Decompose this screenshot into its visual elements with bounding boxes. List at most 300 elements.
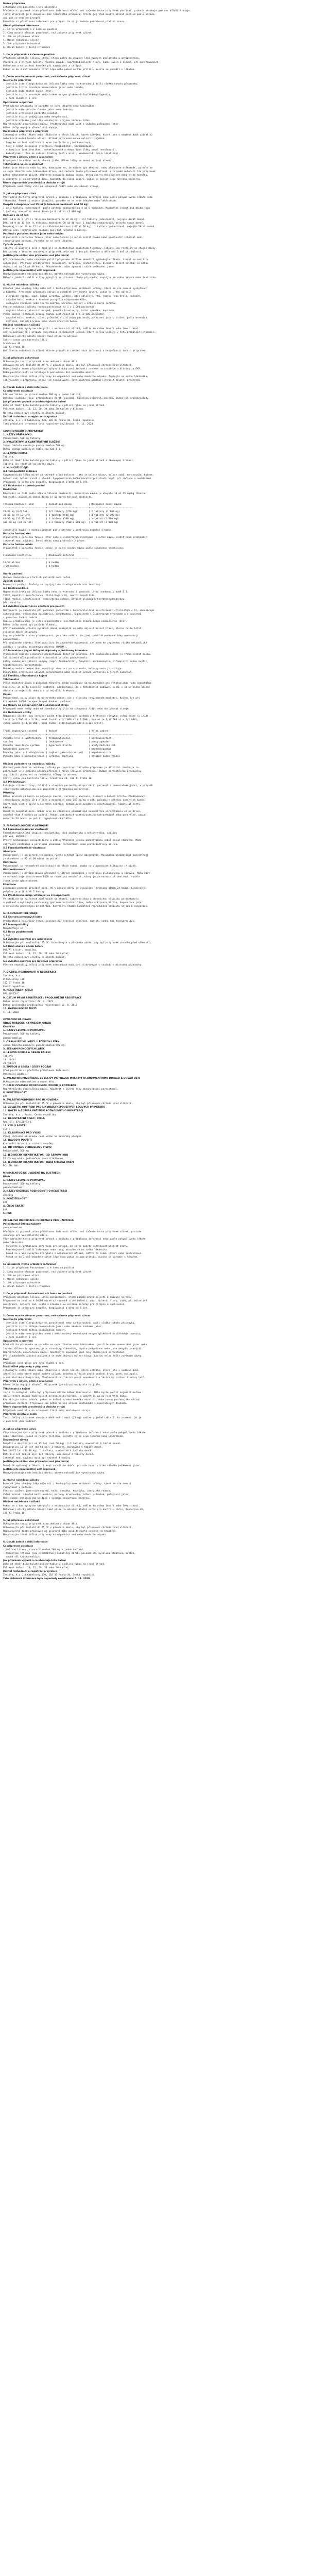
- section-heading: OZNAČENÍ NA OBALU: [3, 1019, 31, 1022]
- table-row: Poruchy jater a žlučových cest| zvýšení jaterních enzymů | hepatotoxicita: [3, 752, 112, 755]
- text-line: 1. Co je přípravek a k čemu se používá: [3, 28, 58, 31]
- section-heading: 6. Obsah balení a další informace: [3, 386, 48, 389]
- text-line: 3. Jak se přípravek užívá: [3, 35, 39, 38]
- text-line: inaktivován glutathionem.: [3, 879, 39, 883]
- section-heading: MINIMÁLNÍ ÚDAJE UVÁDĚNÉ NA BLISTRECH: [3, 1172, 61, 1175]
- text-line: Přesný mechanismus analgetického a antipyretického účinku paracetamolu nebyl dosud stanoven. Může: [3, 839, 142, 842]
- text-line: [3, 353, 306, 357]
- text-line: - alergické reakce, např. kožní vyrážka, svědění, otok obličeje, rtů, jazyka nebo hrdla, dušnost,: [3, 295, 142, 298]
- text-line: Salicylamid může prodloužit eliminační poločas paracetamolu.: [3, 656, 89, 659]
- section-heading: 6.6 Zvláštní opatření pro likvidaci přípravku: [3, 960, 62, 963]
- text-line: U pacientů s poruchou funkce jater nebo ledvin je nutno snížit dávku nebo prodloužit interval mezi: [3, 236, 143, 239]
- text-line: Paracetamol je metabolizován převážně v játrech konjugací s kyselinou glukuronovou a sírovou. Malá část: [3, 872, 150, 875]
- text-line: Při předávkování nebo náhodném požití přípravku dítětem okamžitě vyhledejte lékaře, i když se necítíte: [3, 258, 149, 261]
- text-line: Na trhu nemusí být všechny velikosti balení.: [3, 412, 66, 415]
- text-line: [3, 1475, 306, 1479]
- text-line: - léky ke snížení srážlivosti krve (warfarin a jiné kumariny),: [3, 141, 92, 144]
- text-line: během těhotenství užívat. Užívejte nejnižší možnou dávku, která zmírní Vaši bolest nebo sníží horečku,: [3, 174, 149, 177]
- text-line: Zentiva, k.s., U Kabelovny 130, 102 37 Praha 10, Česká republika: [3, 1574, 95, 1577]
- section-heading: Neužívejte přípravek:: [3, 1318, 32, 1321]
- text-line: Velmi vzácné nežádoucí účinky (mohou postihnout až 1 z 10 000 pacientů):: [3, 313, 106, 316]
- text-line: Nahlášením nežádoucích účinků můžete přispět k získání více informací o bezpečnosti tohoto přípravku.: [3, 349, 147, 352]
- section-heading: Další léčivé přípravky a přípravek: [3, 1365, 48, 1368]
- text-line: Nepřekračujte doporučenou dávku. Předávkování může vést k vážnému poškození jater.: [3, 123, 120, 126]
- text-line: 1 až 2 tablety jednorázově, podle potřeby opakovaně po 4 až 6 hodinách. Maximální jednotlivá dávka jsou: [3, 207, 150, 210]
- section-heading: 2. OBSAH LÉČIVÉ LÁTKY / LÉČIVÝCH LÁTEK: [3, 1040, 60, 1043]
- section-heading: Kojení: [3, 693, 12, 696]
- text-line: Státní ústav pro kontrolu léčiv, Šrobárova 48, 100 41 Praha 10: [3, 777, 92, 780]
- text-line: Symptomatická léčba mírné až středně silné bolesti, jako je bolest hlavy, bolest zubů, menstruační bolest,: [3, 474, 154, 477]
- text-line: Dalšími složkami jsou: předbobtnalý škrob, povidon, kyselina stearová, mastek, sodná sůl kroskarmelózy.: [3, 397, 150, 400]
- section-heading: Paracetamol 500 mg tablety: [3, 1223, 41, 1226]
- section-heading: 4. Možné nežádoucí účinky: [3, 284, 39, 287]
- section-heading: 4.4 Zvláštní upozornění a opatření pro použití: [3, 605, 65, 608]
- text-line: Opatrnosti je zapotřebí při podávání pacientům s hepatocelulární insuficiencí (Child-Pugh < 9), chronickým: [3, 609, 154, 612]
- text-line: Uchovávejte při teplotě do 25 °C v původním obalu, aby byl přípravek chráněn před vlhkostí.: [3, 1527, 133, 1530]
- table-row: 20-30 kg (6-9 let) | 1/2 tablety (250 mg) | 2 tablety (1 000 mg): [3, 511, 120, 514]
- text-line: Vždy užívejte tento přípravek přesně v souladu s příbalovou informací nebo podle pokynů svého lékaře: [3, 1238, 146, 1241]
- text-line: Předbobtnalý kukuřičný škrob, povidon 30, kyselina stearová, mastek, sodná sůl kroskarmelózy.: [3, 920, 136, 923]
- text-line: Všechen nepoužitý léčivý přípravek nebo odpad musí být zlikvidován v souladu s místními požadavky.: [3, 963, 143, 967]
- section-heading: 6.1 Seznam pomocných látek: [3, 916, 42, 919]
- section-heading: Doporučená dávka: [3, 1438, 28, 1442]
- text-line: Uchovávejte při teplotě do 25 °C v původním obalu, aby byl přípravek chráněn před vlhkostí.: [3, 1103, 133, 1106]
- section-heading: Příznaky: [3, 792, 15, 795]
- text-line: 3. Jak se přípravek užívá: [3, 1274, 39, 1277]
- section-heading: PŘÍBALOVÁ INFORMACE: INFORMACE PRO UŽIVATELE: [3, 1219, 74, 1223]
- text-line: 6. Obsah balení a další informace: [3, 46, 50, 49]
- text-line: [3, 1168, 306, 1172]
- section-heading: 4.7 Účinky na schopnost řídit a obsluhovat stroje: [3, 704, 69, 707]
- text-line: zahrnovat centrální a periferní působení. Paracetamol nemá protizánětlivý účinek.: [3, 843, 119, 846]
- section-heading: 5. JINÉ: [3, 1212, 12, 1215]
- text-line: Podobně jako všechny léky může mít i tento přípravek nežádoucí účinky, které se ale nemusí: [3, 1482, 131, 1485]
- section-heading: 4. ČÍSLO ŠARŽE: [3, 1205, 24, 1208]
- text-line: Okamžitě vyhledejte lékaře, i když se cítíte dobře, protože hrozí riziko vážného poškození jater.: [3, 1464, 142, 1467]
- text-line: Uchovávejte tento přípravek mimo dohled a dosah dětí.: [3, 361, 79, 364]
- text-line: [3, 1423, 306, 1427]
- text-line: - závažné kožní reakce, zúžení průdušek u citlivých pacientů, poškození jater, snížení počtu krevních: [3, 317, 147, 320]
- text-line: Reg. č.: 07/120/73-C: [3, 1121, 32, 1124]
- text-line: Jedna tableta obsahuje paracetamolum 500 mg.: [3, 445, 66, 448]
- text-line: Přípravek lze užívat nezávisle na jídle. Během léčby se nesmí požívat alkohol.: [3, 160, 114, 163]
- text-line: 5. 11. 2020: [3, 1011, 19, 1014]
- text-line: Dospívající od 12 do 15 let (s tělesnou hmotností 40 až 50 kg): 1 tableta jednorázově, nejvýše 5krát denně.: [3, 225, 156, 228]
- section-heading: 1. NÁZEV LÉČIVÉHO PŘÍPRAVKU: [3, 1029, 46, 1032]
- text-line: Těžká renální insuficience. Hemolytická anémie. Deficit glukóza-6-fosfátdehydrogenázy.: [3, 598, 126, 601]
- text-line: 100 41 Praha 10: [3, 346, 25, 349]
- table-row: systému | leukopenie | pancytopenie: [3, 740, 109, 743]
- text-line: - u dětí mladších 6 let.: [3, 1336, 38, 1340]
- text-line: Nepřekračujte doporučenou dávku. Neužívejte současně jiné léky obsahující paracetamol.: [3, 1351, 126, 1354]
- text-line: Při současném užívání flukloxacilinu je zapotřebí opatrnosti vzhledem ke zvýšenému riziku metabolické: [3, 642, 147, 645]
- text-line: Stejně postupujte v případě jakýchkoli nežádoucích účinků, které nejsou uvedeny v této příbalové informaci.: [3, 331, 156, 334]
- text-line: - jestliže jste alergický(á) na léčivou látku nebo na kteroukoli další složku tohoto přípravku,: [3, 83, 139, 86]
- text-line: Pokud se u Vás vyskytne kterýkoli z nežádoucích účinků, sdělte to svému lékaři nebo lékárníkovi.: [3, 1504, 140, 1507]
- text-line: - jestliže máte poruchu funkce jater nebo ledvin,: [3, 108, 73, 111]
- text-line: - Potřebujete-li další informace nebo radu, obraťte se na svého lékárníka.: [3, 1248, 109, 1251]
- text-line: Zentiva, k.s.: [3, 974, 22, 977]
- text-line: Existuje riziko otravy, zvláště u starších pacientů, malých dětí, pacientů s onemocněním jater, v případě: [3, 785, 153, 788]
- text-line: - Pomocnými látkami jsou předbobtnalý kukuřičný škrob, povidon 30, kyselina stearová, mastek,: [3, 1552, 136, 1555]
- text-line: - jestliže trpíte závažným onemocněním jater nebo ledvin,: [3, 87, 84, 90]
- text-line: o antibiotiku rifampicinu, flukloxacilinu, lécích proti nevolnosti a lécích ke snížení hladiny tuků.: [3, 1377, 146, 1380]
- text-line: Děti od 6 do 9 let (s tělesnou hmotností 20 až 30 kg): 1/2 tablety jednorázově, nejvýše 4krát denně.: [3, 218, 146, 221]
- text-line: Hlášení podezření na nežádoucí účinky po registraci léčivého přípravku je důležité. Umožňuje to: [3, 766, 139, 769]
- text-line: paracetamolum: [3, 1037, 22, 1040]
- section-heading: 8. POUŽITELNOST: [3, 1091, 27, 1094]
- section-heading: 10. DATUM REVIZE TEXTU: [3, 1007, 38, 1010]
- text-line: Pokud se do 3 dnů nebudete cítit lépe nebo pokud se Vám přitíží, musíte se poradit s lékařem.: [3, 68, 136, 71]
- section-heading: 2. KVALITATIVNÍ A KVANTITATIVNÍ SLOŽENÍ: [3, 441, 60, 444]
- section-heading: 18. JEDINEČNÝ IDENTIFIKÁTOR - DATA ČITELNÁ OKEM: [3, 1161, 74, 1164]
- text-line: [3, 524, 306, 528]
- section-heading: 5. Jak přípravek uchovávat: [3, 357, 39, 360]
- text-line: - kolestyramin (lék ke snížení hladiny tuků v krvi), probenecid (lék k léčbě dny).: [3, 152, 120, 155]
- text-line: Děti do 6 let.: [3, 602, 23, 605]
- text-line: 2D čárový kód s jedinečným identifikátorem.: [3, 1157, 64, 1160]
- text-line: - Pokud se u Vás vyskytne kterýkoli z nežádoucích účinků, sdělte to svému lékaři nebo lékárníkovi.: [3, 1252, 143, 1256]
- text-line: U Kabelovny 130: [3, 978, 25, 981]
- section-heading: Děti od 6 do 15 let:: [3, 214, 29, 217]
- section-heading: Držitel rozhodnutí o registraci a výrobce: [3, 1570, 57, 1573]
- text-line: Úplný seznam pomocných látek viz bod 6.1.: [3, 448, 62, 451]
- text-line: poločas je přibližně 2 hodiny.: [3, 890, 46, 893]
- text-line: v podstatě „bez sodíku“.: [3, 1420, 38, 1423]
- text-line: Uchovávejte při teplotě do 25 °C. Uchovávejte v původním obalu, aby byl přípravek chráněn před vlhkostí.: [3, 942, 151, 945]
- text-line: Přečtěte si pozorně celou příbalovou informaci dříve, než začnete tento přípravek používat, protože obsahuje pro Vás důležité údaje.: [3, 10, 192, 13]
- text-line: Riziko předávkování je vyšší u pacientů s necirhotickým alkoholickým onemocněním jater.: [3, 620, 127, 623]
- section-heading: Jak přípravek vypadá a co obsahuje toto balení: [3, 1559, 66, 1562]
- table-row: 10-50 ml/min | 6 hodin: [3, 562, 59, 565]
- text-line: [3, 726, 306, 730]
- text-line: Vždy užívejte tento přípravek přesně v souladu s příbalovou informací nebo podle pokynů svého lékaře nebo: [3, 196, 153, 199]
- table-row: < 10 ml/min | 8 hodin: [3, 565, 59, 568]
- text-line: Přípravek obsahuje léčivou látku paracetamol, která působí proti bolesti a snižuje horečku.: [3, 1296, 133, 1299]
- text-line: Pokud jste těhotná nebo kojíte, domníváte se, že můžete být těhotná, nebo plánujete otěhotnět, poraďte se: [3, 167, 153, 170]
- section-heading: 6.2 Inkompatibility: [3, 923, 28, 926]
- text-line: Lot: [3, 1208, 8, 1211]
- text-line: Přípravek nemá žádný vliv na schopnost řídit nebo obsluhovat stroje.: [3, 185, 100, 188]
- text-line: nemocný(á). Příznaky předávkování (nevolnost, zvracení, nechutenství, bledost, bolest břicha) se mohou: [3, 262, 149, 265]
- text-line: hepatotoxicitu paracetamolu.: [3, 664, 43, 667]
- text-line: [3, 908, 306, 912]
- text-line: Na trhu nemusí být všechny velikosti balení.: [3, 956, 66, 959]
- section-heading: Přípravek obsahuje sodík: [3, 1413, 37, 1416]
- text-line: [3, 499, 306, 503]
- text-line: Máte-li jakékoli další otázky týkající se užívání tohoto přípravku, zeptejte se svého lékaře nebo lékárníka.: [3, 277, 157, 280]
- section-heading: Upozornění a opatření: [3, 1340, 33, 1343]
- section-heading: 5.2 Farmakokinetické vlastnosti: [3, 846, 46, 850]
- text-line: Při dlouhodobém užívání vysokých dávek analgetik se může objevit bolest hlavy, kterou nelze léčit: [3, 628, 142, 631]
- section-heading: 11. NÁZEV A ADRESA DRŽITELE ROZHODNUTÍ O REGISTRACI: [3, 1110, 83, 1113]
- section-heading: 5. FARMAKOLOGICKÉ VLASTNOSTI: [3, 825, 48, 828]
- text-line: Těžká hepatální insuficience (Child-Pugh > 9), akutní hepatitida.: [3, 595, 96, 598]
- section-heading: 6. Obsah balení a další informace: [3, 1541, 48, 1544]
- text-line: Tato příbalová informace byla naposledy revidována: 5. 11. 2020: [3, 422, 93, 426]
- text-line: Eliminace probíhá převážně močí. 90 % podané dávky je vyloučeno ledvinami během 24 hodin. Eliminační: [3, 887, 146, 890]
- table-row: Respirační poruchy | | bronchospazmus: [3, 748, 112, 751]
- section-heading: Distribuce: [3, 861, 17, 865]
- section-heading: 1. Co je přípravek a k čemu se používá: [3, 54, 55, 57]
- section-heading: Jestliže jste užil(a) více přípravku, než jste měl(a): [3, 255, 70, 258]
- text-line: 6. Obsah balení a další informace: [3, 1285, 50, 1288]
- text-line: Informace pro pacienta / pro uživatele: [3, 6, 58, 9]
- section-heading: Těhotenství a kojení: [3, 1387, 30, 1391]
- text-line: Děti 9-12 let (30-40 kg): 1 tableta, maximálně 4 tablety denně.: [3, 1450, 93, 1453]
- text-line: Informujte svého lékaře nebo lékárníka o všech lécích, které užíváte, které jste v nedávné době: [3, 1369, 139, 1372]
- text-line: a užívejte ji co nejkratší dobu. Kontaktujte svého lékaře, pokud se bolest nebo horečka nezmírní.: [3, 178, 142, 181]
- text-line: - jestliže trpíte podvýživou nebo dehydratací,: [3, 115, 69, 118]
- text-line: - zvýšení hladin jaterních enzymů, poruchy krvetvorby, kožní vyrážka, kopřivka.: [3, 309, 116, 312]
- section-heading: Blistr: [3, 1176, 10, 1179]
- text-line: 07/120/73-C: [3, 993, 19, 996]
- text-line: Uchovávejte při teplotě do 25 °C v původním obalu, aby byl přípravek chráněn před vlhkostí.: [3, 364, 133, 367]
- section-heading: 6.5 Druh obalu a obsah balení: [3, 945, 43, 948]
- text-line: - jestliže trpíte těžkým onemocněním ledvin,: [3, 1329, 66, 1332]
- text-line: - jestliže užíváte jiné léky obsahující stejnou léčivou látku.: [3, 120, 92, 122]
- section-heading: Upozornění a opatření: [3, 101, 33, 104]
- text-line: Perorální podání.: [3, 1073, 28, 1076]
- section-heading: Způsob podání: [3, 580, 23, 583]
- text-line: U pacientů s poruchou funkce jater nebo s Gilbertovým syndromem je nutné dávku snížit nebo prodloužit: [3, 536, 147, 539]
- table-row: Poruchy krve a lymfatického | trombocytopenie, | agranulocytóza,: [3, 737, 113, 740]
- text-line: menstruaci, bolesti zad, svalů a kloubů a ke snížení horečky při chřipce a nachlazení.: [3, 1303, 126, 1307]
- text-line: Perorální podání. Tablety se zapíjejí dostatečným množstvím tekutiny.: [3, 583, 101, 586]
- section-heading: Přípravek s jídlem, pitím a alkoholem: [3, 156, 53, 159]
- section-heading: 4.3 Kontraindikace: [3, 587, 28, 590]
- text-line: hmotnosti, maximální denní dávka je 60 mg/kg tělesné hmotnosti.: [3, 496, 93, 499]
- section-heading: Starší pacienti: [3, 572, 23, 575]
- text-line: Aby se předešlo riziku předávkování, je třeba ověřit, že jiné souběžně podávané léky neobsahují: [3, 635, 139, 638]
- section-heading: Krabička: [3, 1026, 15, 1029]
- text-line: EXP: [3, 1201, 8, 1204]
- text-line: Neuplatňuje se.: [3, 927, 25, 930]
- text-line: Zentiva, k.s., Praha, Česká republika: [3, 1113, 56, 1116]
- text-line: pokračovat ve sledování poměru přínosů a rizik léčivého přípravku. Žádáme zdravotnické pracovníky,: [3, 770, 143, 773]
- section-heading: Neužívejte přípravek: [3, 79, 31, 82]
- text-line: EXP: [3, 1095, 8, 1098]
- section-heading: 4.6 Fertilita, těhotenství a kojení: [3, 675, 47, 678]
- text-line: jak naložit s přípravky, které již nepoužíváte. Tato opatření pomáhají chránit životní prostředí.: [3, 379, 142, 382]
- text-line: Nežádoucí účinky můžete hlásit také přímo na adresu: Státní ústav pro kontrolu léčiv, Šrobárova 48,: [3, 1508, 144, 1511]
- text-line: destiček, bílých krvinek nebo všech krevních buněk.: [3, 320, 79, 324]
- text-line: u potkanů a myší byly pozorovány gastrointestinální léze, změny v krevním obraze, degenerace jater: [3, 902, 143, 905]
- text-line: nebo lékárníka. Pokud si nejste jistý(á), poraďte se se svým lékařem nebo lékárníkem.: [3, 1435, 125, 1438]
- text-line: [3, 1289, 306, 1292]
- text-line: K mírnění bolesti a snížení horečky.: [3, 1143, 55, 1146]
- text-line: Podobně jako všechny léky může mít i tento přípravek nežádoucí účinky, které se ale nemusí vyskytnout: [3, 287, 147, 291]
- text-line: 1. Co je přípravek Paracetamol a k čemu se používá: [3, 1267, 75, 1270]
- text-line: Státní ústav pro kontrolu léčiv: [3, 338, 47, 342]
- text-line: Č.š.:: [3, 1128, 10, 1131]
- text-line: Děti od 9 do 12 let (s tělesnou hmotností 30 až 40 kg): 1 tableta jednorázově, nejvýše 4krát denně.: [3, 222, 144, 225]
- text-line: 5. Jak přípravek uchovávat: [3, 1281, 40, 1284]
- text-line: Česká republika: [3, 986, 25, 989]
- text-line: Nežádoucí účinky jsou seřazeny podle tříd orgánových systémů a frekvence výskytu: velmi časté (≥ 1/10),: [3, 715, 150, 718]
- section-heading: 1. Co je přípravek Paracetamol a k čemu se používá: [3, 1293, 72, 1296]
- section-heading: 4.1 Terapeutické indikace: [3, 470, 38, 473]
- section-heading: 6.4 Zvláštní opatření pro uchovávání: [3, 938, 53, 941]
- text-line: zvýšením dávek přípravku.: [3, 631, 39, 634]
- text-line: Kontaktujte svého lékaře, pokud se bolest a/nebo horečka nezmírní, nebo pokud potřebujete užívat: [3, 1398, 140, 1401]
- text-line: - Ponechte si příbalovou informaci pro případ, že si ji budete potřebovat přečíst znovu.: [3, 1245, 129, 1248]
- text-line: Probenecid snižuje clearance paracetamolu téměř na polovinu. Při současném podání je třeba snížit dávku.: [3, 653, 151, 656]
- text-line: Velmi vzácné: závažné kožní reakce, poruchy krvetvorby, zúžení průdušek, poškození jater.: [3, 1494, 130, 1497]
- text-line: 4. Možné nežádoucí účinky: [3, 1278, 39, 1281]
- section-heading: 12. REGISTRAČNÍ ČÍSLO / ČÍSLA: [3, 1117, 45, 1120]
- text-line: Bílé až téměř bílé kulaté ploché tablety s půlicí rýhou na jedné straně.: [3, 1563, 106, 1566]
- text-line: Interval mezi dávkami musí být nejméně 4 hodiny.: [3, 1457, 72, 1460]
- text-line: Metoklopramid a domperidon zrychlují absorpci paracetamolu, kolestyramin ji snižuje.: [3, 668, 123, 671]
- section-heading: Těhotenství, kojení a plodnost: [3, 163, 44, 166]
- text-line: [3, 550, 306, 554]
- section-heading: Hlášení podezření na nežádoucí účinky: [3, 762, 55, 766]
- text-line: Velikost balení: 10, 12, 20, 24 nebo 30 tablet.: [3, 1567, 70, 1570]
- text-line: Uchovávejte mimo dohled a dosah dětí.: [3, 1080, 56, 1083]
- section-heading: 4.2 Dávkování a způsob podání: [3, 485, 45, 488]
- text-line: - Léčivou látkou je paracetamolum 500 mg v jedné tabletě.: [3, 1548, 84, 1551]
- text-line: Farmakoterapeutická skupina: analgetika, jiná analgetika a antipyretika, anilidy: [3, 832, 117, 835]
- text-line: Odstup mezi jednotlivými dávkami musí být nejméně 4 hodiny.: [3, 229, 88, 232]
- text-line: Během léčby nepijte alkohol. Přípravek lze užívat nezávisle na jídle.: [3, 1384, 101, 1387]
- text-line: [3, 280, 306, 283]
- section-heading: Hlášení nežádoucích účinků: [3, 324, 40, 327]
- text-line: Tablety se polykají celé a zapíjejí se dostatečným množstvím tekutiny. Tabletu lze rozdělit na stejné dávky.: [3, 247, 157, 250]
- text-line: Zentiva: [3, 1194, 13, 1197]
- text-line: Používá se k mírnění bolesti různého původu, například bolesti hlavy, zubů, svalů a kloubů, při menstruačních: [3, 61, 159, 64]
- text-line: Nezdvojnásobujte následující dávku, abyste nahradil(a) vynechanou dávku.: [3, 1471, 106, 1475]
- table-row: Clearance kreatininu | Dávkovací interval: [3, 554, 75, 557]
- text-line: Vždy užívejte tento přípravek přesně v souladu s příbalovou informací nebo podle pokynů svého lékaře: [3, 1431, 146, 1434]
- text-line: vyskytnout u každého.: [3, 1486, 33, 1489]
- section-heading: Řízení dopravních prostředků a obsluha strojů: [3, 1406, 65, 1409]
- text-line: se metabolizuje cytochromem P450 na reaktivní metabolit, který je za normálních okolností rychle: [3, 876, 140, 879]
- text-line: nebo které možná budete užívat. Účinek přípravku mohou ovlivnit zejména:: [3, 138, 106, 141]
- text-line: ATC kód: N02BE01: [3, 836, 26, 839]
- text-line: 5 let.: [3, 934, 12, 937]
- section-heading: Eliminace: [3, 883, 16, 886]
- section-heading: 9. DATUM PRVNÍ REGISTRACE / PRODLOUŽENÍ REGISTRACE: [3, 996, 82, 999]
- text-line: - závažné kožní reakce s tvorbou puchýřů a olupováním kůže,: [3, 298, 88, 301]
- text-line: Dospělí a dospívající od 15 let (nad 50 kg): 1-2 tablety, maximálně 6 tablet denně.: [3, 1442, 122, 1445]
- section-heading: 5. ZPŮSOB A CESTA / CESTY PODÁNÍ: [3, 1066, 52, 1069]
- text-line: U pacientů s poruchou funkce ledvin je nutné snížit dávku podle clearance kreatininu:: [3, 547, 125, 550]
- section-heading: 1. NÁZEV PŘÍPRAVKU: [3, 434, 32, 437]
- section-heading: Přípravek s jídlem, pitím a alkoholem: [3, 1380, 53, 1383]
- text-line: interval mezi dávkami. Denní dávka nemá překročit 2 g/den.: [3, 539, 86, 543]
- section-heading: 3. POUŽITELNOST: [3, 1197, 27, 1200]
- section-heading: 9. ZVLÁŠTNÍ PODMÍNKY PRO UCHOVÁVÁNÍ: [3, 1099, 60, 1102]
- text-line: Velké množství údajů o podávání těhotným ženám neukazuje na malformační ani fetotoxickou nebo neonatální: [3, 682, 151, 685]
- section-heading: 2. Čemu musíte věnovat pozornost, než začnete přípravek užívat: [3, 75, 90, 78]
- table-row: Poruchy imunitního systému | hypersenzitivita | anafylaktický šok: [3, 744, 116, 748]
- text-line: Nepřekračujte doporučenou dávku. Neužívat s jinými léky obsahujícími paracetamol.: [3, 1088, 119, 1091]
- text-line: Nepoužívejte tento přípravek po uplynutí doby použitelnosti uvedené na krabičce a blistru za EXP.: [3, 368, 142, 371]
- section-heading: 4. Možné nežádoucí účinky: [3, 1479, 39, 1482]
- text-line: Ponechte si příbalovou informaci pro případ, že si ji budete potřebovat přečíst znovu.: [3, 21, 126, 24]
- section-heading: Dospělí a dospívající od 15 let (s tělesnou hmotností nad 50 kg):: [3, 204, 90, 207]
- text-line: Velikost balení: 10, 12, 20, 24 nebo 30 tablet v blistru.: [3, 408, 84, 411]
- text-line: Nevyhazujte žádné léčivé přípravky do odpadních vod nebo domácího odpadu. Zeptejte se svého lékárníka,: [3, 375, 149, 378]
- text-line: PC: SN: NN:: [3, 1164, 19, 1167]
- section-heading: 15. NÁVOD K POUŽITÍ: [3, 1139, 32, 1142]
- text-line: paracetamolum: [3, 1187, 22, 1190]
- text-line: Pokud se u Vás vyskytne kterýkoli z nežádoucích účinků, sdělte to svému lékaři nebo lékárníkovi.: [3, 328, 140, 331]
- section-heading: 14. KLASIFIKACE PRO VÝDEJ: [3, 1131, 41, 1134]
- text-line: Informujte svého lékaře nebo lékárníka o všech lécích, které užíváte, které jste v nedávné době užíval(a): [3, 134, 153, 137]
- text-line: - jestliže pravidelně požíváte alkohol,: [3, 112, 59, 115]
- section-heading: 7. DALŠÍ ZVLÁŠTNÍ UPOZORNĚNÍ, POKUD JE POTŘEBNÉ: [3, 1084, 76, 1087]
- section-heading: Hlášení nežádoucích účinků: [3, 1501, 40, 1504]
- text-line: [3, 758, 306, 762]
- text-line: Paracetamol se vylučuje do mateřského mléka, ale v klinicky nevýznamném množství. Kojení lze při: [3, 697, 140, 700]
- text-line: Uchovávejte tento přípravek mimo dohled a dosah dětí.: [3, 1523, 79, 1526]
- text-line: paracetamol.: [3, 638, 21, 641]
- section-heading: Jestliže jste zapomněl(a) užít přípravek: [3, 1468, 56, 1471]
- text-line: paracetamolum: [3, 1227, 22, 1230]
- section-heading: 4.9 Předávkování: [3, 781, 26, 784]
- text-line: Během prvních 24 hodin se objevuje nauzea, zvracení, anorexie, bledost a bolest břicha. Předávkování: [3, 795, 146, 799]
- text-line: Není známo: metabolická acidóza s vysokou aniontovou mezerou.: [3, 1497, 90, 1500]
- text-line: a renálního parenchymu až nekróza. Konvenční studie hodnotící reprodukční toxicitu nejsou k dispozici.: [3, 905, 149, 908]
- table-row: ------------------------------+-----------------------------: [3, 558, 89, 561]
- text-line: Datum posledního prodloužení registrace: 12. 8. 2015: [3, 1004, 77, 1007]
- section-heading: 3. Jak se přípravek užívá: [3, 1428, 36, 1431]
- section-heading: Držitel rozhodnutí o registraci a výrobce: [3, 415, 57, 418]
- section-heading: 5. Jak přípravek uchovávat: [3, 1519, 39, 1522]
- text-line: [3, 1515, 306, 1519]
- section-heading: 17. JEDINEČNÝ IDENTIFIKÁTOR - 2D ČÁROVÝ KÓD: [3, 1154, 68, 1157]
- text-line: 100 41 Praha 10.: [3, 1512, 26, 1515]
- text-line: nebo lékárníka.: [3, 1241, 25, 1244]
- text-line: Nežádoucí účinky můžete hlásit také přímo na adresu:: [3, 335, 77, 338]
- text-line: 102 37 Praha 10: [3, 982, 25, 985]
- text-line: Tableta.: [3, 455, 15, 459]
- section-heading: Biotransformace: [3, 869, 25, 872]
- text-line: je dosaženo za 30 až 60 minut po požití.: [3, 857, 60, 860]
- text-line: Hypersenzitivita na léčivou látku nebo na kteroukoli pomocnou látku uvedenou v bodě 6.1.: [3, 591, 129, 594]
- text-line: [3, 382, 306, 386]
- text-line: 10 tablet: [3, 1059, 16, 1062]
- text-line: [3, 967, 306, 971]
- text-line: - neobvyklé krvácení nebo tvorba modřin, horečka, bolest v krku a časté infekce.: [3, 302, 117, 305]
- section-heading: 4.8 Nežádoucí účinky: [3, 711, 31, 715]
- section-heading: 3. LÉKOVÁ FORMA: [3, 452, 27, 455]
- section-heading: 4. LÉKOVÁ FORMA A OBSAH BALENÍ: [3, 1051, 50, 1054]
- text-line: PVC/Al blistr, krabička.: [3, 949, 38, 952]
- section-heading: 8. REGISTRAČNÍ ČÍSLO: [3, 989, 33, 992]
- text-line: jednorázovou dávkou 10 g a více u dospělých nebo 150 mg/kg u dětí způsobuje nekrózu jaterních buněk,: [3, 799, 146, 802]
- text-line: nejméně však 4 hodiny po požití. Podání antidota N-acetylcysteinu intravenózně nebo perorálně, pokud: [3, 814, 146, 817]
- text-line: se svým lékařem nebo lékárníkem dříve, než začnete tento přípravek užívat. V případě nutnosti lze přípravek: [3, 171, 156, 174]
- text-line: Nepoužívejte tento přípravek po uplynutí doby použitelnosti uvedené na krabičce.: [3, 1530, 117, 1533]
- text-line: Datum první registrace: 28. 3. 1973: [3, 1000, 53, 1003]
- section-heading: 7. DRŽITEL ROZHODNUTÍ O REGISTRACI: [3, 971, 56, 974]
- section-heading: 10. ZVLÁŠTNÍ OPATŘENÍ PRO LIKVIDACI NEPOUŽITÝCH LÉČIVÝCH PŘÍPRAVKŮ: [3, 1106, 105, 1109]
- text-line: Doba použitelnosti se vztahuje k poslednímu dni uvedeného měsíce.: [3, 371, 96, 375]
- section-heading: 3. SEZNAM POMOCNÝCH LÁTEK: [3, 1047, 45, 1050]
- section-heading: Jestliže jste užil(a) více přípravku, než jste měl(a): [3, 1461, 70, 1464]
- text-line: 5. Jak přípravek uchovávat: [3, 43, 40, 46]
- text-line: Přečtěte si pozorně celou příbalovou informaci dříve, než začnete tento přípravek užívat, protože: [3, 1230, 142, 1233]
- text-line: u každého. Přestaňte přípravek užívat a okamžitě vyhledejte lékaře, pokud se u Vás objeví:: [3, 291, 131, 294]
- text-line: [3, 1311, 306, 1314]
- text-line: bolest zad, bolest svalů a kloubů. Symptomatická léčba horečnatých stavů, např. při chřipce a nachlazení.: [3, 478, 153, 481]
- section-heading: Co naleznete v této příbalové informaci: [3, 1263, 56, 1266]
- text-line: - jestliže jste alergický(á) na paracetamol nebo na kteroukoli další složku tohoto přípravku,: [3, 1321, 136, 1325]
- section-heading: Jestliže jste zapomněl(a) užít přípravek: [3, 269, 56, 272]
